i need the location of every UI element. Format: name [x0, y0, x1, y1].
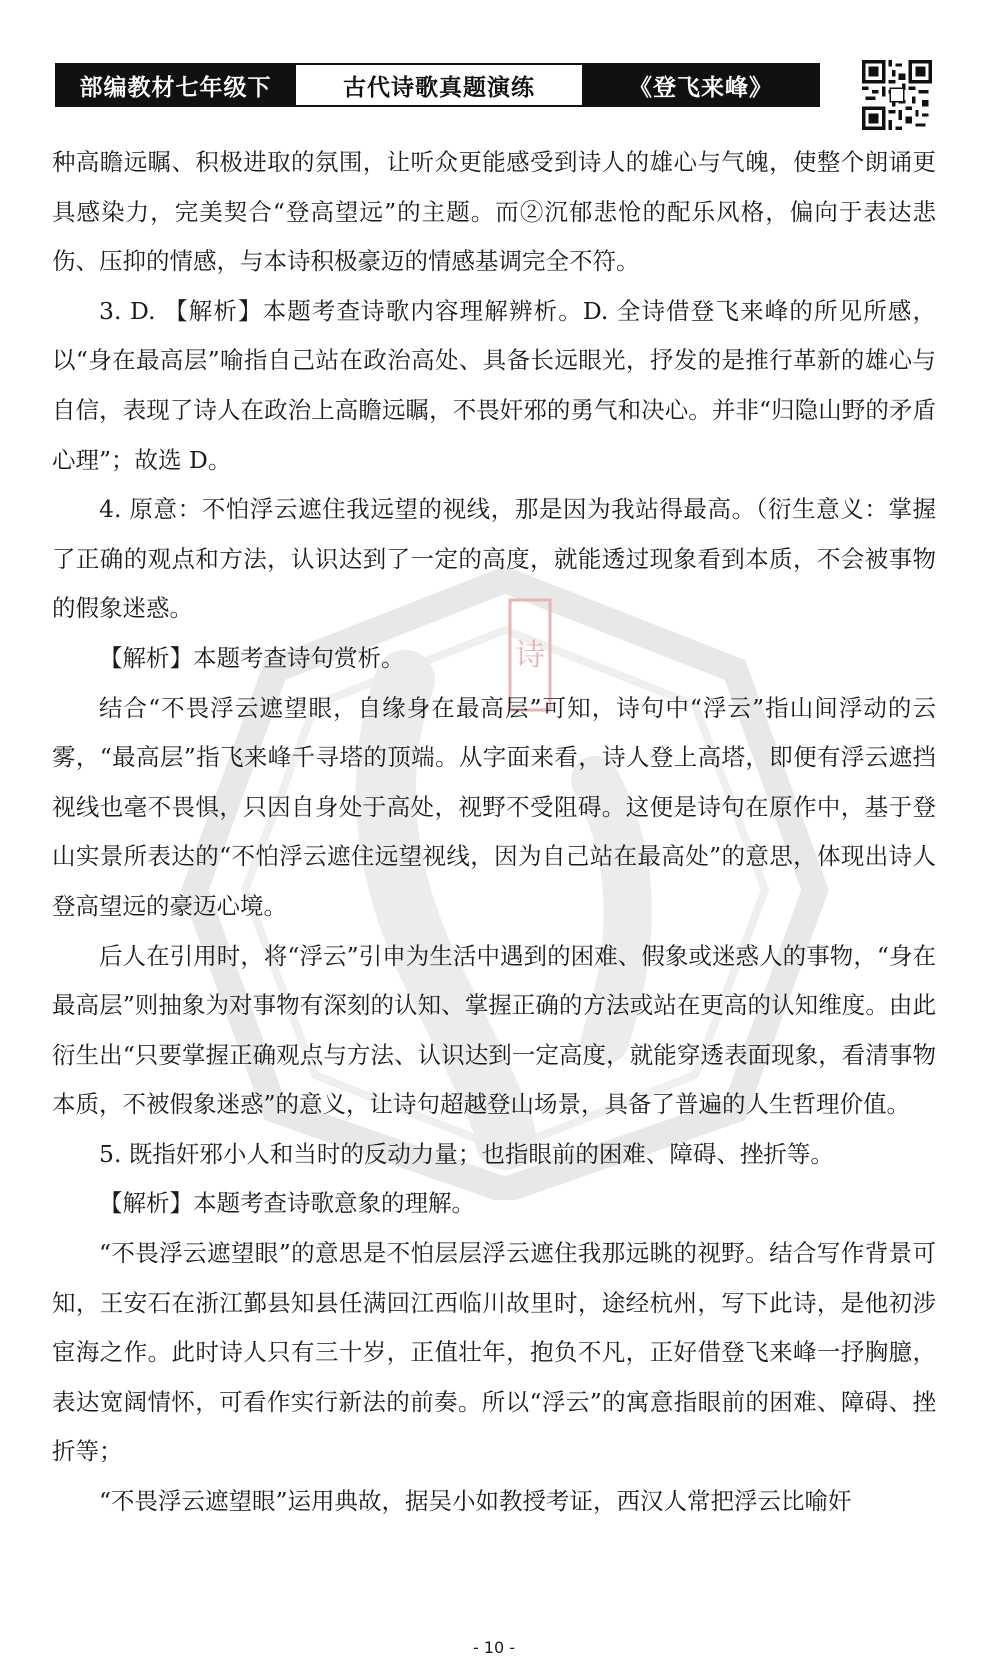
paragraph: 【解析】本题考查诗句赏析。 — [99, 643, 405, 672]
paragraph: 3. D. 【解析】本题考查诗歌内容理解辨析。D. 全诗借登飞来峰的所见所感，以“身在最高层”喻指自己站在政治高处、具备长远眼光，抒发的是推行革新的雄心与自信，表现了诗人在政治上高瞻远瞩，不畏奸邪的勇气和决心。并非“归隐山野的矛盾心理”；故选 D。 — [52, 296, 936, 474]
paragraph: 后人在引用时，将“浮云”引申为生活中遇到的困难、假象或迷惑人的事物，“身在最高层”则抽象为对事物有深刻的认知、掌握正确的方法或站在更高的认知维度。由此衍生出“只要掌握正确观点与方法、认识达到一定高度，就能穿透表面现象，看清事物本质，不被假象迷惑”的意义，让诗句超越登山场景，具备了普遍的人生哲理价值。 — [52, 941, 936, 1119]
header-poem-title: 《登飞来峰》 — [584, 65, 818, 105]
qr-code-icon — [862, 60, 932, 130]
header-grade-label: 部编教材七年级下 — [57, 65, 294, 105]
paragraph: 5. 既指奸邪小人和当时的反动力量；也指眼前的困难、障碍、挫折等。 — [99, 1139, 834, 1168]
paragraph: 4. 原意：不怕浮云遮住我远望的视线，那是因为我站得最高。（衍生意义：掌握了正确的观点和方法，认识达到了一定的高度，就能透过现象看到本质，不会被事物的假象迷惑。 — [52, 495, 936, 623]
document-body — [52, 138, 936, 1527]
watermark-seal-char: 诗 — [515, 638, 545, 673]
paragraph: 种高瞻远瞩、积极进取的氛围，让听众更能感受到诗人的雄心与气魄，使整个朗诵更具感染力，完美契合“登高望远”的主题。而②沉郁悲怆的配乐风格，偏向于表达悲伤、压抑的情感，与本诗积极豪迈的情感基调完全不符。 — [52, 148, 936, 276]
page-header — [55, 63, 820, 107]
paragraph: “不畏浮云遮望眼”运用典故，据吴小如教授考证，西汉人常把浮云比喻奸 — [99, 1487, 852, 1516]
page-number: - 10 - — [472, 1638, 516, 1657]
paragraph: 【解析】本题考查诗歌意象的理解。 — [99, 1189, 475, 1218]
paragraph: 结合“不畏浮云遮望眼，自缘身在最高层”可知，诗句中“浮云”指山间浮动的云雾，“最高层”指飞来峰千寻塔的顶端。从字面来看，诗人登上高塔，即便有浮云遮挡视线也毫不畏惧，只因自身处于高处，视野不受阻碍。这便是诗句在原作中，基于登山实景所表达的“不怕浮云遮住远望视线，因为自己站在最高处”的意思，体现出诗人登高望远的豪迈心境。 — [52, 693, 936, 920]
header-section-title: 古代诗歌真题演练 — [294, 65, 584, 105]
paragraph: “不畏浮云遮望眼”的意思是不怕层层浮云遮住我那远眺的视野。结合写作背景可知，王安石在浙江鄞县知县任满回江西临川故里时，途经杭州，写下此诗，是他初涉宦海之作。此时诗人只有三十岁，正值壮年，抱负不凡，正好借登飞来峰一抒胸臆，表达宽阔情怀，可看作实行新法的前奏。所以“浮云”的寓意指眼前的困难、障碍、挫折等； — [52, 1239, 936, 1466]
